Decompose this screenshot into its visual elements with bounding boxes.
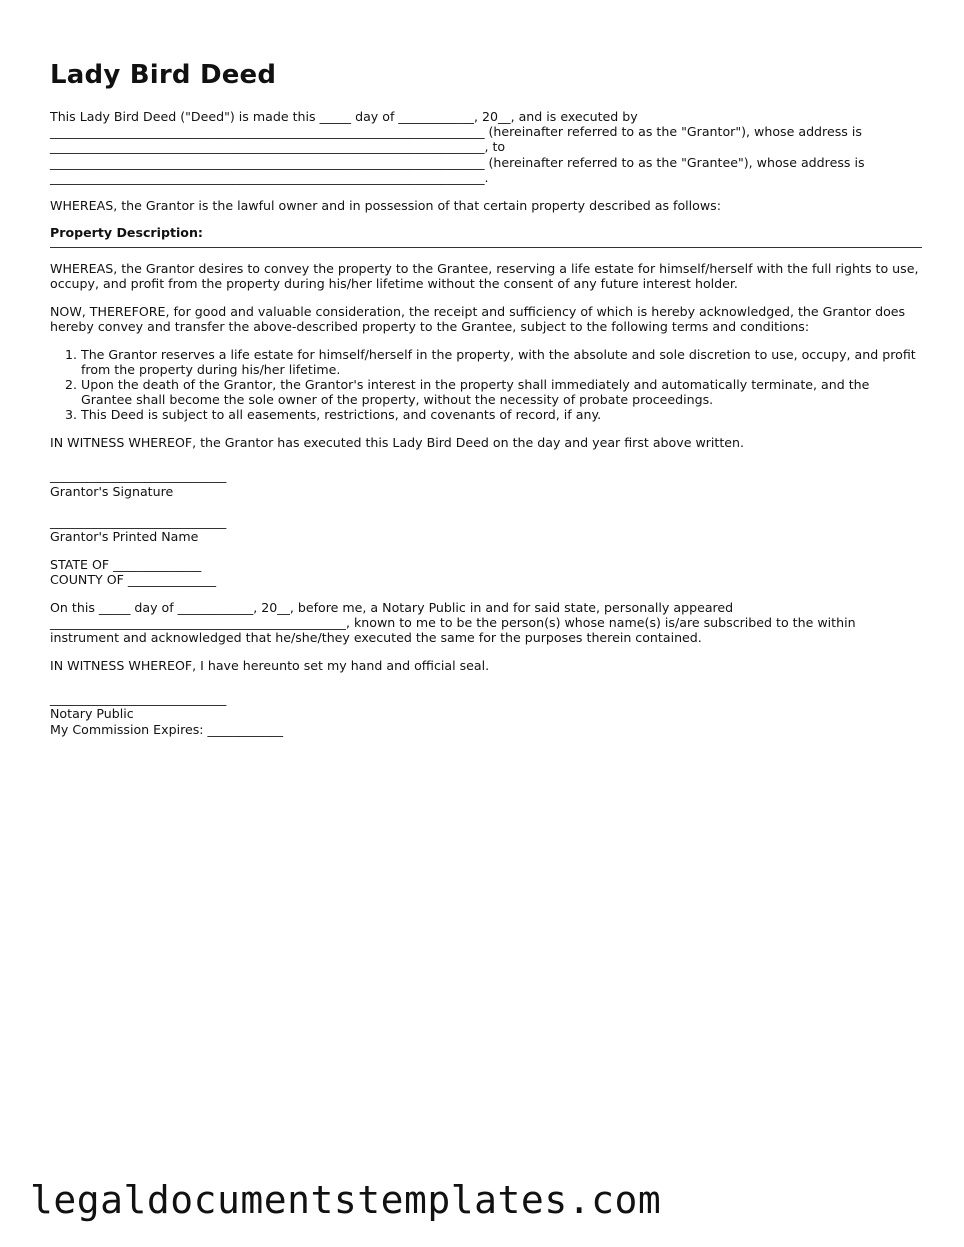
intro-line: _____________________________________________________________________, to <box>50 139 506 155</box>
notary-label: Notary Public <box>50 706 134 722</box>
intro-line: This Lady Bird Deed ("Deed") is made this _____ day of ____________, 20__, and is executed by <box>50 109 638 124</box>
grantor-name-block <box>50 514 922 544</box>
notary-witness-clause: IN WITNESS WHEREOF, I have hereunto set my hand and official seal. <box>50 658 490 674</box>
grantor-signature-line: ____________________________ <box>50 468 227 484</box>
notary-ack-line: On this _____ day of ____________, 20__, before me, a Notary Public in and for said state, personally appeared <box>50 599 734 615</box>
notary-signature-line: ____________________________ <box>50 691 227 707</box>
intro-line: _____________________________________________________________________ (hereinafter referred to as the "Grantor"), whose address is <box>50 124 862 140</box>
notary-signature-block <box>50 691 922 737</box>
term-item: 2. Upon the death of the Grantor, the Grantor's interest in the property shall immediately and automatically terminate, and the Grantee shall become the sole owner of the property, without the necessity of probate proceedings. <box>81 377 922 407</box>
grantor-witness-clause: IN WITNESS WHEREOF, the Grantor has executed this Lady Bird Deed on the day and year first above written. <box>50 435 745 451</box>
commission-expires-line: My Commission Expires: ____________ <box>50 721 284 737</box>
state-line: STATE OF ______________ <box>50 556 202 572</box>
document-title: Lady Bird Deed <box>50 60 277 90</box>
intro-line: _____________________________________________________________________. <box>50 169 489 185</box>
grantor-name-label: Grantor's Printed Name <box>50 529 199 545</box>
grantor-signature-label: Grantor's Signature <box>50 483 174 499</box>
footer-brand: legaldocumentstemplates.com <box>30 1178 662 1222</box>
intro-line: _____________________________________________________________________ (hereinafter referred to as the "Grantee"), whose address is <box>50 154 865 170</box>
intro-paragraph <box>50 109 922 185</box>
terms-list <box>50 347 922 423</box>
property-description-heading: Property Description: <box>50 225 203 241</box>
whereas-life-estate: WHEREAS, the Grantor desires to convey the property to the Grantee, reserving a life estate for himself/herself with the full rights to use, occupy, and profit from the property during his/her lifetime without the consent of any future interest holder. <box>50 260 919 291</box>
now-therefore-paragraph: NOW, THEREFORE, for good and valuable consideration, the receipt and sufficiency of which is hereby acknowledged, the Grantor does hereby convey and transfer the above-described property to the Grantee, subject to the following terms and conditions: <box>50 303 906 334</box>
property-description-line <box>50 247 922 248</box>
notary-ack-line: instrument and acknowledged that he/she/they executed the same for the purposes therein contained. <box>50 630 702 646</box>
notary-ack-line: _______________________________________________, known to me to be the person(s) whose name(s) is/are subscribed to the within <box>50 615 856 631</box>
notary-acknowledgment <box>50 600 922 646</box>
venue-block <box>50 557 922 587</box>
grantor-name-line: ____________________________ <box>50 513 227 529</box>
grantor-signature-block <box>50 468 922 498</box>
document-page <box>50 58 922 737</box>
term-item: 3. This Deed is subject to all easements, restrictions, and covenants of record, if any. <box>81 407 922 422</box>
county-line: COUNTY OF ______________ <box>50 572 217 588</box>
whereas-ownership: WHEREAS, the Grantor is the lawful owner and in possession of that certain property described as follows: <box>50 197 721 213</box>
term-item: 1. The Grantor reserves a life estate for himself/herself in the property, with the absolute and sole discretion to use, occupy, and profit from the property during his/her lifetime. <box>81 347 922 377</box>
